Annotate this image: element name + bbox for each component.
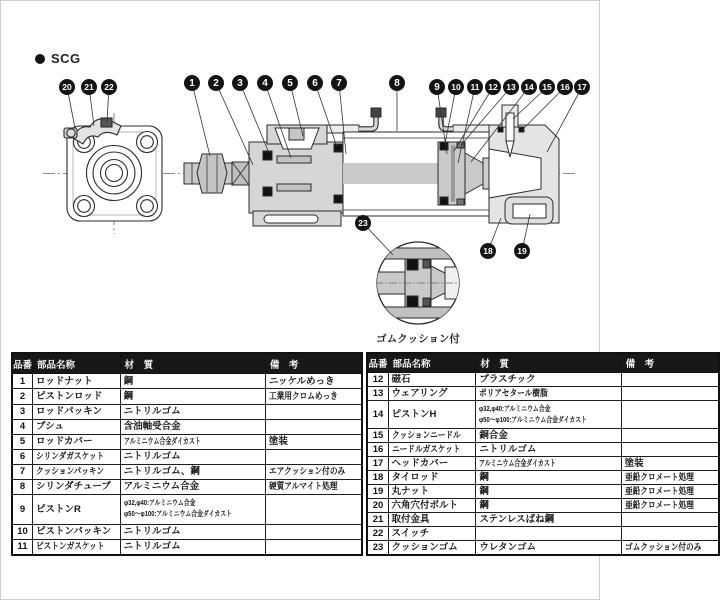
part-number: 2 [12, 389, 33, 404]
material [476, 527, 621, 541]
table-row [367, 373, 718, 387]
part-number: 22 [367, 527, 388, 541]
table-row [12, 434, 362, 449]
table-row [367, 387, 718, 401]
needle-gasket-seal [519, 127, 524, 132]
material: 銅合金 [476, 429, 621, 443]
table-row [367, 527, 718, 541]
table-row [367, 499, 718, 513]
rubber-cushion-caption: ゴムクッション付 [376, 333, 460, 345]
part-name: 取付金具 [388, 513, 476, 527]
column-header: 備 考 [621, 353, 718, 373]
part-number: 19 [367, 485, 388, 499]
callout-number: 21 [84, 82, 94, 93]
material: プラスチック [476, 373, 621, 387]
table-row [12, 539, 362, 555]
series-text: SCG [51, 51, 81, 66]
part-number: 3 [12, 404, 33, 419]
head-cover [489, 105, 559, 224]
material: ニトリルゴム [120, 449, 265, 464]
part-name: ウェアリング [388, 387, 476, 401]
part-name: ニードルガスケット [388, 443, 476, 457]
parts-table-right [366, 352, 719, 556]
part-number: 5 [12, 434, 33, 449]
part-name: ピストンロッド [33, 389, 121, 404]
table-row [12, 479, 362, 494]
part-name: クッションゴム [388, 541, 476, 556]
part-name: ロッドパッキン [33, 404, 121, 419]
callout-number: 20 [62, 82, 72, 93]
part-number: 13 [367, 387, 388, 401]
table-row [367, 485, 718, 499]
part-name: クッションニードル [388, 429, 476, 443]
callout-2 [208, 75, 253, 165]
part-number: 1 [12, 374, 33, 389]
remarks: ゴムクッション付のみ [621, 541, 718, 556]
bolt-hole [74, 196, 95, 217]
part-name: 磁石 [388, 373, 476, 387]
part-name: ピストンR [33, 494, 121, 524]
rod-nut [197, 154, 227, 193]
part-number: 15 [367, 429, 388, 443]
column-header: 品番 [12, 353, 33, 374]
remarks [265, 524, 362, 539]
callout-number: 15 [542, 82, 552, 93]
part-number: 6 [12, 449, 33, 464]
mount-slot [264, 215, 318, 223]
rod-packing-seal [263, 187, 272, 196]
material: アルミニウム合金ダイカスト [120, 434, 265, 449]
remarks [265, 449, 362, 464]
parts-table-left [11, 352, 363, 556]
part-name: タイロッド [388, 471, 476, 485]
remarks [265, 539, 362, 555]
callout-23 [355, 215, 393, 255]
material: ステンレスばね鋼 [476, 513, 621, 527]
material: φ32,φ40:アルミニウム合金 φ50～φ100:アルミニウム合金ダイカスト [476, 401, 621, 429]
callout-18 [480, 218, 501, 259]
material: ニトリルゴム [120, 539, 265, 555]
part-name: シリンダガスケット [33, 449, 121, 464]
callout-number: 6 [312, 78, 318, 90]
remarks [265, 404, 362, 419]
material: 含油軸受合金 [120, 419, 265, 434]
callout-number: 10 [451, 82, 461, 93]
remarks: ニッケルめっき [265, 374, 362, 389]
material: ニトリルゴム [120, 524, 265, 539]
table-row [12, 419, 362, 434]
part-number: 4 [12, 419, 33, 434]
callout-number: 11 [470, 82, 480, 93]
callout-8 [389, 75, 405, 131]
part-name: ロッドナット [33, 374, 121, 389]
table-row [367, 443, 718, 457]
remarks [265, 494, 362, 524]
material: ニトリルゴム [476, 443, 621, 457]
material: アルミニウム合金ダイカスト [476, 457, 621, 471]
rod-cover [249, 125, 343, 226]
part-number: 9 [12, 494, 33, 524]
callout-number: 8 [394, 78, 400, 90]
front-view [64, 113, 162, 234]
table-row [12, 404, 362, 419]
remarks: エアクッション付のみ [265, 464, 362, 479]
table-row [12, 374, 362, 389]
callout-21 [81, 79, 97, 126]
cushion-bore [489, 149, 541, 198]
material: 鋼 [476, 471, 621, 485]
rod-packing-seal [263, 151, 272, 160]
table-row [12, 524, 362, 539]
part-name: ピストンH [388, 401, 476, 429]
part-number: 20 [367, 499, 388, 513]
part-name: ピストンパッキン [33, 524, 121, 539]
piston-packing-seal [440, 197, 448, 205]
part-number: 16 [367, 443, 388, 457]
bush [277, 156, 311, 163]
table-row [12, 494, 362, 524]
wear-ring [457, 199, 464, 205]
switch-head [101, 118, 112, 127]
part-number: 14 [367, 401, 388, 429]
header-row [12, 353, 362, 374]
part-number: 23 [367, 541, 388, 556]
needle-gasket-seal [498, 127, 503, 132]
cushion-rubber [407, 259, 418, 270]
piston-packing-seal [440, 142, 448, 150]
material: アルミニウム合金 [120, 479, 265, 494]
magnet [451, 145, 455, 202]
material: ニトリルゴム [120, 404, 265, 419]
callout-1 [184, 75, 210, 156]
column-header: 品番 [367, 353, 388, 373]
part-name: スイッチ [388, 527, 476, 541]
column-header: 備 考 [265, 353, 362, 374]
part-name: シリンダチューブ [33, 479, 121, 494]
callout-number: 1 [189, 78, 195, 90]
remarks: 亜鉛クロメート処理 [621, 485, 718, 499]
parts-tables [11, 352, 720, 556]
callout-number: 18 [483, 246, 493, 257]
material: 鋼 [120, 374, 265, 389]
callout-number: 22 [104, 82, 114, 93]
callout-number: 3 [237, 78, 243, 90]
remarks [621, 387, 718, 401]
part-number: 17 [367, 457, 388, 471]
remarks: 工業用クロムめっき [265, 389, 362, 404]
part-name: クッションパッキン [33, 464, 121, 479]
material: ウレタンゴム [476, 541, 621, 556]
part-number: 12 [367, 373, 388, 387]
remarks [621, 429, 718, 443]
part-name: ロッドカバー [33, 434, 121, 449]
part-number: 18 [367, 471, 388, 485]
table-row [367, 457, 718, 471]
callout-number: 14 [524, 82, 534, 93]
callout-number: 2 [213, 78, 219, 90]
remarks: 硬質アルマイト処理 [265, 479, 362, 494]
part-name: 丸ナット [388, 485, 476, 499]
remarks: 塗装 [265, 434, 362, 449]
table-row [367, 401, 718, 429]
callout-number: 16 [560, 82, 570, 93]
callout-number: 12 [488, 82, 498, 93]
callout-number: 4 [262, 78, 268, 90]
bolt-hole [137, 196, 158, 217]
callout-20 [59, 79, 75, 128]
side-view [184, 105, 559, 229]
material: 鋼 [476, 485, 621, 499]
table-row [12, 389, 362, 404]
callout-number: 23 [358, 218, 368, 229]
remarks [621, 513, 718, 527]
table-row [367, 429, 718, 443]
part-number: 8 [12, 479, 33, 494]
remarks [265, 419, 362, 434]
bolt-hole [137, 132, 158, 153]
part-number: 7 [12, 464, 33, 479]
remarks: 塗装 [621, 457, 718, 471]
column-header: 部品名称 [33, 353, 121, 374]
material: 鋼 [120, 389, 265, 404]
part-number: 10 [12, 524, 33, 539]
material: ポリアセタール樹脂 [476, 387, 621, 401]
cushion-rubber [407, 296, 418, 307]
rod-thread-mark [232, 162, 249, 185]
table-row [367, 541, 718, 556]
part-name: 六角穴付ボルト [388, 499, 476, 513]
remarks: 亜鉛クロメート処理 [621, 471, 718, 485]
callout-number: 9 [434, 82, 440, 94]
part-number: 21 [367, 513, 388, 527]
header-row [367, 353, 718, 373]
remarks [621, 401, 718, 429]
part-name: ヘッドカバー [388, 457, 476, 471]
table-row [367, 513, 718, 527]
callout-number: 19 [517, 246, 527, 257]
part-name: ピストンガスケット [33, 539, 121, 555]
column-header: 材 質 [120, 353, 265, 374]
callout-number: 13 [506, 82, 516, 93]
remarks [621, 443, 718, 457]
switch-rod-side [321, 108, 381, 133]
bush [277, 184, 311, 191]
callout-number: 5 [287, 78, 293, 90]
material: 鋼 [476, 499, 621, 513]
cylinder-gasket-seal [334, 195, 342, 203]
table-row [12, 449, 362, 464]
table-row [367, 471, 718, 485]
part-name: ブシュ [33, 419, 121, 434]
cylinder-gasket-seal [334, 144, 342, 152]
callout-number: 7 [336, 78, 342, 90]
column-header: 部品名称 [388, 353, 476, 373]
part-number: 11 [12, 539, 33, 555]
detail-view [375, 242, 461, 345]
column-header: 材 質 [476, 353, 621, 373]
remarks [621, 373, 718, 387]
remarks [621, 527, 718, 541]
material: ニトリルゴム、鋼 [120, 464, 265, 479]
cylinder-drawing [1, 1, 601, 351]
callout-number: 17 [577, 82, 587, 93]
table-row [12, 464, 362, 479]
remarks: 亜鉛クロメート処理 [621, 499, 718, 513]
material: φ32,φ40:アルミニウム合金 φ50～φ100:アルミニウム合金ダイカスト [120, 494, 265, 524]
callout-22 [101, 79, 117, 122]
